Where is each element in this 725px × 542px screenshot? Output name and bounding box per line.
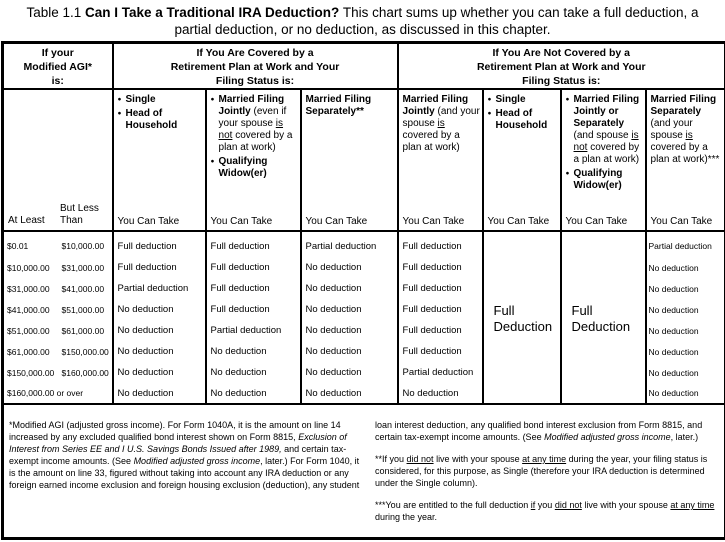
agi-but-less-than-cell: $10,000.00 [61,241,105,251]
label-at-least: At Least [8,215,45,226]
deduction-cell: No deduction [113,383,206,404]
deduction-cell: No deduction [301,362,398,383]
header-not-covered-group [398,43,725,90]
header-line: Filing Status is: [215,75,295,87]
ira-deduction-table [1,41,725,540]
subheader-notcovered-mfs [646,89,725,231]
footnote-continuation: loan interest deduction, any qualified bond interest exclusion from Form 8815, and certain tax-exempt income amounts. (See Modified adjusted gross income, later.) [375,420,703,442]
full-deduction-label: Full Deduction [493,303,553,334]
deduction-cell: No deduction [301,299,398,320]
deduction-cell: No deduction [206,341,301,362]
deduction-cell: Full deduction [398,231,483,257]
bullet-icon: ● [487,110,492,117]
filing-status-text: Married Filing Separately** [305,94,372,117]
deduction-cell: Full deduction [398,257,483,278]
filing-status-text: Qualifying Widow(er) [218,156,268,179]
agi-at-least-cell: $51,000.00 [7,325,50,336]
deduction-cell: Partial deduction [646,231,725,257]
bullet-icon: ● [117,96,122,103]
deduction-cell: Full deduction [206,278,301,299]
deduction-cell: No deduction [301,320,398,341]
deduction-cell: No deduction [646,320,725,341]
deduction-cell: Partial deduction [206,320,301,341]
footnote-row [3,404,725,539]
you-can-take-label: You Can Take [117,216,180,227]
agi-but-less-than-cell: $31,000.00 [61,262,105,273]
filing-status-text: Single [125,94,156,105]
footnote-section [3,404,725,539]
subheader-notcovered-single-hoh [483,89,561,231]
deduction-cell: No deduction [206,383,301,404]
you-can-take-label: You Can Take [487,216,550,227]
deduction-cell: No deduction [301,383,398,404]
deduction-cell: Full deduction [113,231,206,257]
footnote-triple-asterisk: ***You are entitled to the full deduction if you did not live with your spouse at any time during the year. [375,500,715,522]
bullet-icon: ● [487,96,492,103]
filing-status-item [488,108,559,132]
filing-status-text: Married Filing Jointly or Separately (and spouse is not covered by a plan at work) [573,94,640,165]
header-line: Retirement Plan at Work and Your [476,61,646,73]
subheader-covered-mfj-qw [206,89,301,231]
filing-status-item [488,94,559,106]
deduction-cell: No deduction [398,383,483,404]
group-header-row [3,43,725,90]
agi-but-less-than-cell: $61,000.00 [61,325,105,336]
deduction-cell-merged-single-hoh [483,231,561,404]
header-line: If You Are Not Covered by a [492,47,631,59]
deduction-cell: No deduction [301,341,398,362]
agi-but-less-than-cell: $150,000.00 [61,346,109,357]
filing-status-item [403,94,481,154]
deduction-cell: Full deduction [113,257,206,278]
deduction-cell: No deduction [646,362,725,383]
header-line: If You Are Covered by a [196,47,314,59]
subheader-agi-ranges [3,89,113,231]
footnote-right-column [361,419,720,533]
bullet-icon: ● [117,110,122,117]
deduction-cell: Partial deduction [113,278,206,299]
deduction-cell: No deduction [113,341,206,362]
deduction-cell: No deduction [646,383,725,404]
header-line: Modified AGI* [23,61,92,73]
bullet-icon: ● [565,96,570,103]
deduction-cell: Partial deduction [301,231,398,257]
header-line: Retirement Plan at Work and Your [170,61,340,73]
filing-status-item [118,108,204,132]
filing-status-item [211,156,299,180]
bullet-icon: ● [210,96,215,103]
deduction-cell: No deduction [301,257,398,278]
agi-at-least-cell: $0.01 [7,241,29,251]
subheader-row [3,89,725,231]
header-line: is: [51,75,64,87]
filing-status-item [211,94,299,154]
deduction-cell: No deduction [646,341,725,362]
filing-status-text: Qualifying Widow(er) [573,168,623,191]
table-title: Table 1.1 Can I Take a Traditional IRA Deduction? This chart sums up whether you can take a full deduction, a partial deduction, or no deduction, as discussed in this chapter. [26,5,699,37]
filing-status-text: Married Filing Jointly (and your spouse is covered by a plan at work) [402,94,480,153]
filing-status-item [566,168,644,192]
you-can-take-label: You Can Take [402,216,465,227]
table-row [3,231,725,257]
bullet-icon: ● [565,170,570,177]
agi-at-least-cell: $10,000.00 [7,262,50,273]
filing-status-text: Single [495,94,526,105]
deduction-cell: Full deduction [206,231,301,257]
subheader-covered-mfs [301,89,398,231]
deduction-cell: No deduction [113,299,206,320]
subheader-notcovered-mfj-spouse-covered [398,89,483,231]
header-covered-group [113,43,398,90]
footnote-double-asterisk: **If you did not live with your spouse at any time during the year, your filing status is considered, for this purpose, as Single (therefore your IRA deduction is determined under the Single column). [375,454,708,488]
you-can-take-label: You Can Take [210,216,273,227]
deduction-cell: Partial deduction [398,362,483,383]
deduction-cell: No deduction [646,278,725,299]
agi-at-least-cell: $41,000.00 [7,304,50,315]
subheader-notcovered-mfj-or-sep [561,89,646,231]
filing-status-text: Head of Household [125,108,178,131]
bullet-icon: ● [210,158,215,165]
deduction-cell: No deduction [206,362,301,383]
header-line: Filing Status is: [522,75,601,87]
deduction-cell: Full deduction [398,299,483,320]
header-modified-agi [3,43,113,90]
deduction-cell: Full deduction [206,257,301,278]
agi-at-least-cell: $31,000.00 [7,283,50,294]
filing-status-text: Married Filing Separately (and your spouse is covered by a plan at work)*** [650,94,720,165]
deduction-cell: Full deduction [398,320,483,341]
deduction-cell: No deduction [113,362,206,383]
footnote-modified-agi: *Modified AGI (adjusted gross income). For Form 1040A, it is the amount on line 14 increased by any excluded qualified bond interest shown on Form 8815, Exclusion of Interest from Series EE and I U.S. Savings Bonds Issued after 1989, and certain tax-exempt income amounts. (See Modified adjusted gross income, later.) For Form 1040, it is the amount on line 33, figured without taking into account any IRA deduction or any foreign earned income exclusion and foreign housing exclusion (deduction), any student [9,420,360,490]
filing-status-text: Married Filing Jointly (even if your spouse is not covered by a plan at work) [218,94,293,153]
deduction-cell-merged-mfj-or-sep [561,231,646,404]
deduction-cell: No deduction [301,278,398,299]
agi-range-cell: $160,000.00 or over [7,388,84,398]
filing-status-item [651,94,724,166]
filing-status-item [566,94,644,166]
deduction-cell: No deduction [646,299,725,320]
deduction-cell: Full deduction [206,299,301,320]
filing-status-item [306,94,396,118]
agi-at-least-cell: $150,000.00 [7,367,55,378]
you-can-take-label: You Can Take [305,216,368,227]
deduction-cell: No deduction [113,320,206,341]
full-deduction-label: Full Deduction [571,303,631,334]
label-but-less-than: But Less Than [60,203,99,226]
agi-but-less-than-cell: $51,000.00 [61,304,105,315]
you-can-take-label: You Can Take [650,216,713,227]
agi-but-less-than-cell: $41,000.00 [61,283,105,294]
deduction-cell: No deduction [646,257,725,278]
filing-status-item [118,94,204,106]
agi-but-less-than-cell: $160,000.00 [61,367,109,378]
agi-at-least-cell: $61,000.00 [7,346,50,357]
filing-status-text: Head of Household [495,108,548,131]
you-can-take-label: You Can Take [565,216,628,227]
deduction-cell: Full deduction [398,278,483,299]
deduction-cell: Full deduction [398,341,483,362]
subheader-covered-single-hoh [113,89,206,231]
header-line: If your [41,47,74,59]
